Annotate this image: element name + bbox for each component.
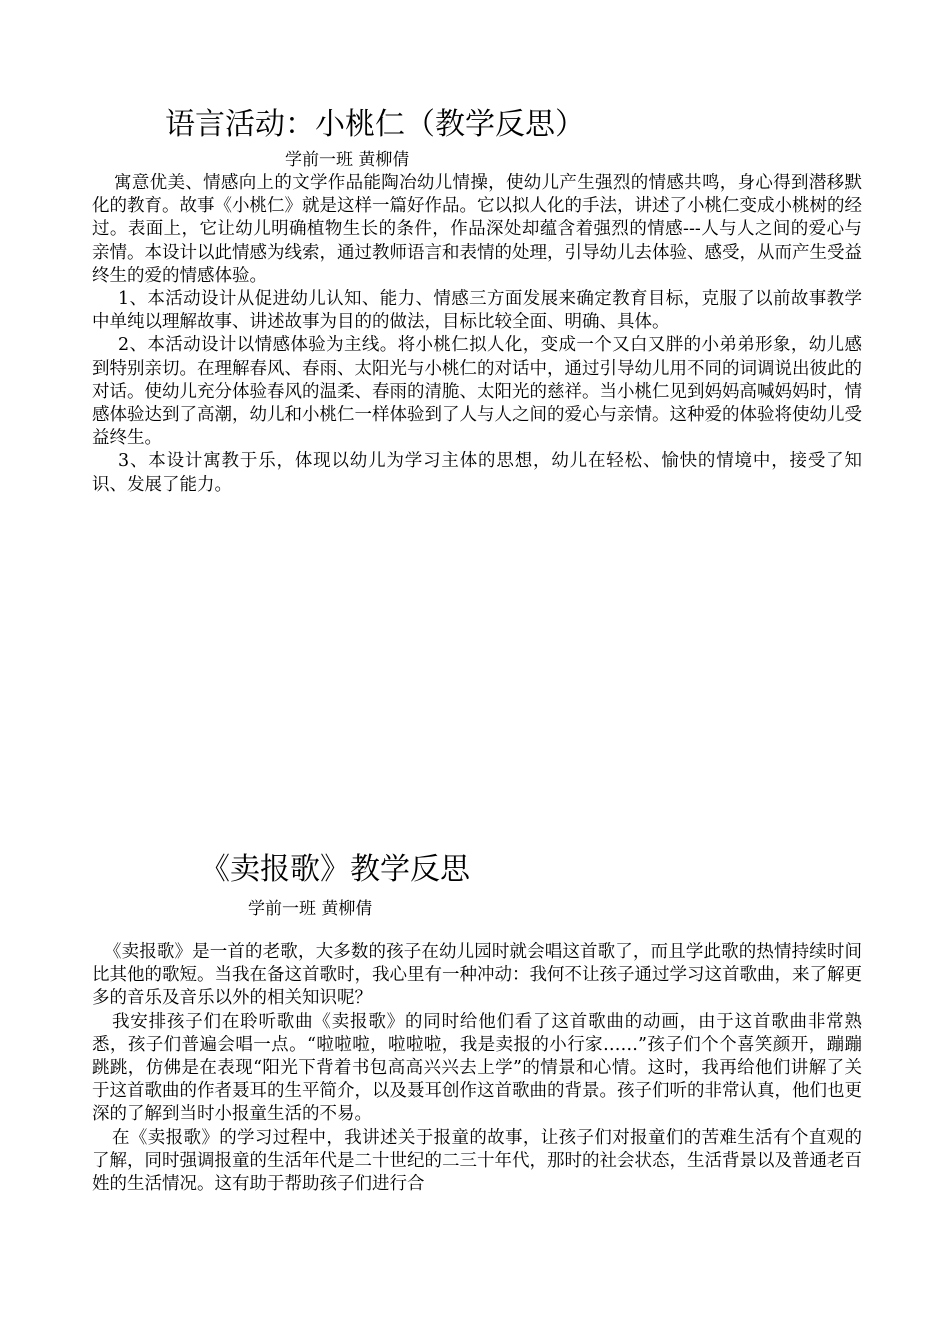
- article2-paragraph-2: 我安排孩子们在聆听歌曲《卖报歌》的同时给他们看了这首歌曲的动画，由于这首歌曲非常熟悉，孩子们普遍会唱一点。“啦啦啦，啦啦啦，我是卖报的小行家……”孩子们个个喜笑颜开，蹦蹦跳跳，仿佛是在表现“阳光下背着书包高高兴兴去上学”的情景和心情。这时，我再给他们讲解了关于这首歌曲的作者聂耳的生平简介，以及聂耳创作这首歌曲的背景。孩子们听的非常认真，他们也更深的了解到当时小报童生活的不易。: [92, 1011, 862, 1125]
- article1-paragraph-4: 3、本设计寓教于乐，体现以幼儿为学习主体的思想，幼儿在轻松、愉快的情境中，接受了知识、发展了能力。: [92, 451, 862, 495]
- article2-title: 《卖报歌》教学反思: [200, 852, 470, 887]
- article2-paragraph-1: 《卖报歌》是一首的老歌，大多数的孩子在幼儿园时就会唱这首歌了，而且学此歌的热情持续时间比其他的歌短。当我在备这首歌时，我心里有一种冲动：我何不让孩子通过学习这首歌曲，来了解更多的音乐及音乐以外的相关知识呢？: [92, 942, 862, 1009]
- article1-paragraph-1: 寓意优美、情感向上的文学作品能陶冶幼儿情操，使幼儿产生强烈的情感共鸣，身心得到潜移默化的教育。故事《小桃仁》就是这样一篇好作品。它以拟人化的手法，讲述了小桃仁变成小桃树的经过。表面上，它让幼儿明确植物生长的条件，作品深处却蕴含着强烈的情感---人与人之间的爱心与亲情。本设计以此情感为线索，通过教师语言和表情的处理，引导幼儿去体验、感受，从而产生受益终生的爱的情感体验。: [92, 173, 862, 286]
- article1-body: [92, 172, 862, 497]
- article1-paragraph-2: 1、本活动设计从促进幼儿认知、能力、情感三方面发展来确定教育目标，克服了以前故事教学中单纯以理解故事、讲述故事为目的的做法，目标比较全面、明确、具体。: [92, 289, 862, 333]
- article1-paragraph-3: 2、本活动设计以情感体验为主线。将小桃仁拟人化，变成一个又白又胖的小弟弟形象，幼儿感到特别亲切。在理解春风、春雨、太阳光与小桃仁的对话中，通过引导幼儿用不同的词调说出彼此的对话。使幼儿充分体验春风的温柔、春雨的清脆、太阳光的慈祥。当小桃仁见到妈妈高喊妈妈时，情感体验达到了高潮，幼儿和小桃仁一样体验到了人与人之间的爱心与亲情。这种爱的体验将使幼儿受益终生。: [92, 335, 862, 449]
- article1-author: 学前一班 黄柳倩: [285, 150, 410, 170]
- article1-title: 语言活动：小桃仁（教学反思）: [165, 107, 585, 142]
- article2-paragraph-3: 在《卖报歌》的学习过程中，我讲述关于报童的故事，让孩子们对报童们的苦难生活有个直观的了解，同时强调报童的生活年代是二十世纪的二三十年代，那时的社会状态，生活背景以及普通老百姓的生活情况。这有助于帮助孩子们进行合: [92, 1127, 862, 1195]
- article2-body: [92, 941, 862, 1196]
- article2-author: 学前一班 黄柳倩: [248, 899, 373, 919]
